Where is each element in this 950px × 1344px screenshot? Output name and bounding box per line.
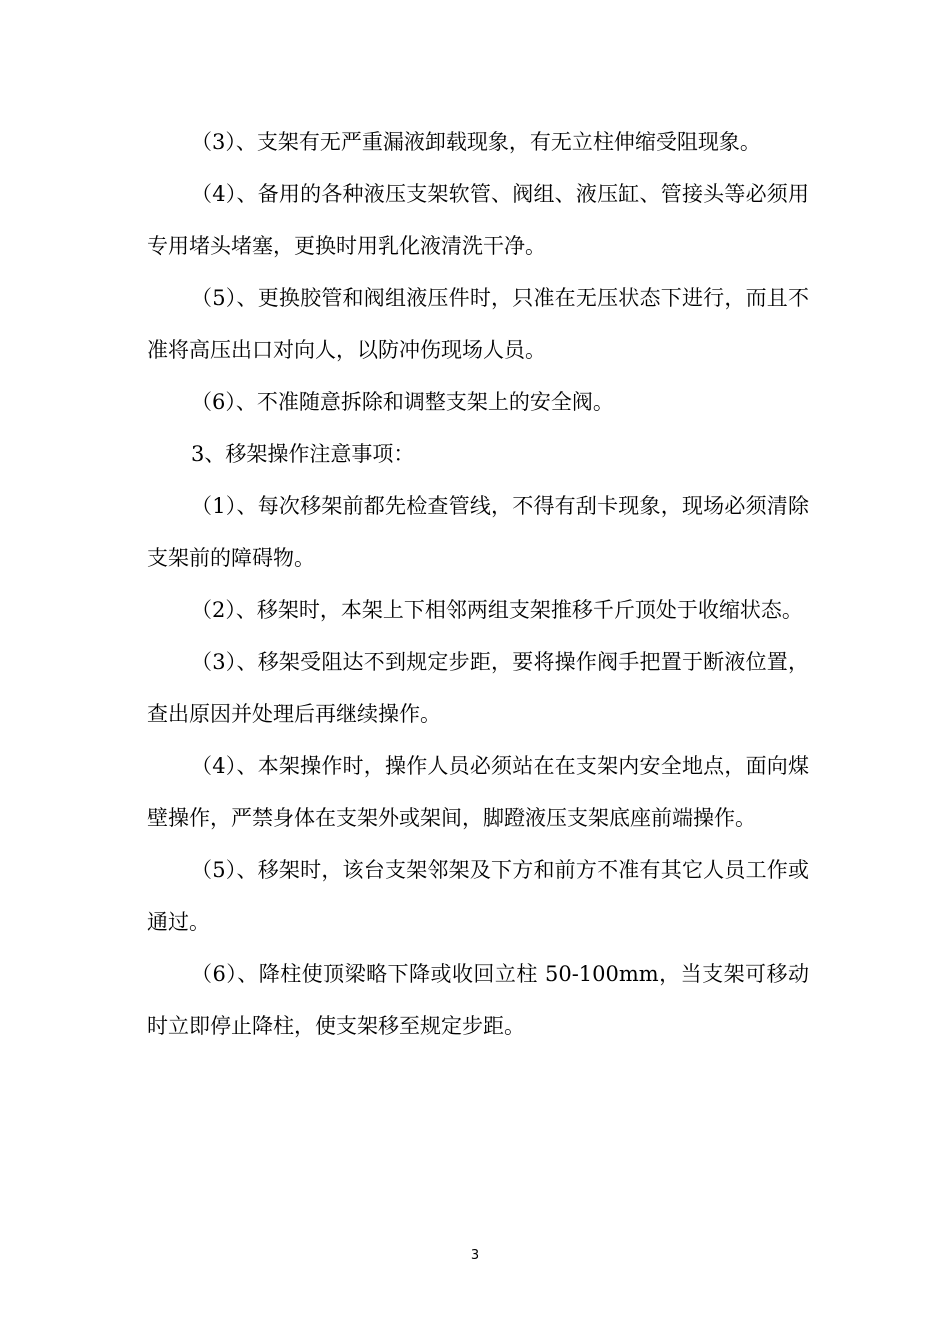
paragraph-shift-item-3: （3）、移架受阻达不到规定步距，要将操作阀手把置于断液位置，查出原因并处理后再继续操作。 — [147, 650, 809, 726]
paragraph-item-6-safety-valve: （6）、不准随意拆除和调整支架上的安全阀。 — [191, 390, 614, 414]
page-number: 3 — [470, 1248, 480, 1263]
paragraph-shift-item-1: （1）、每次移架前都先检查管线，不得有刮卡现象，现场必须清除支架前的障碍物。 — [147, 494, 809, 570]
paragraph-item-4-spare-parts: （4）、备用的各种液压支架软管、阀组、液压缸、管接头等必须用专用堵头堵塞，更换时用乳化液清洗干净。 — [147, 182, 809, 258]
paragraph-shift-item-4: （4）、本架操作时，操作人员必须站在在支架内安全地点，面向煤壁操作，严禁身体在支架外或架间，脚蹬液压支架底座前端操作。 — [147, 754, 809, 830]
section-heading-shifting-notes: 3、移架操作注意事项： — [191, 442, 415, 466]
paragraph-shift-item-6: （6）、降柱使顶梁略下降或收回立柱 50-100mm，当支架可移动时立即停止降柱，使支架移至规定步距。 — [147, 962, 809, 1038]
paragraph-shift-item-5: （5）、移架时，该台支架邻架及下方和前方不准有其它人员工作或通过。 — [147, 858, 809, 934]
paragraph-shift-item-2: （2）、移架时，本架上下相邻两组支架推移千斤顶处于收缩状态。 — [191, 598, 803, 622]
body-text — [147, 116, 809, 1052]
paragraph-item-3-leak-check: （3）、支架有无严重漏液卸载现象，有无立柱伸缩受阻现象。 — [191, 130, 761, 154]
paragraph-item-5-hose-replacement: （5）、更换胶管和阀组液压件时，只准在无压状态下进行，而且不准将高压出口对向人，以防冲伤现场人员。 — [147, 286, 809, 362]
